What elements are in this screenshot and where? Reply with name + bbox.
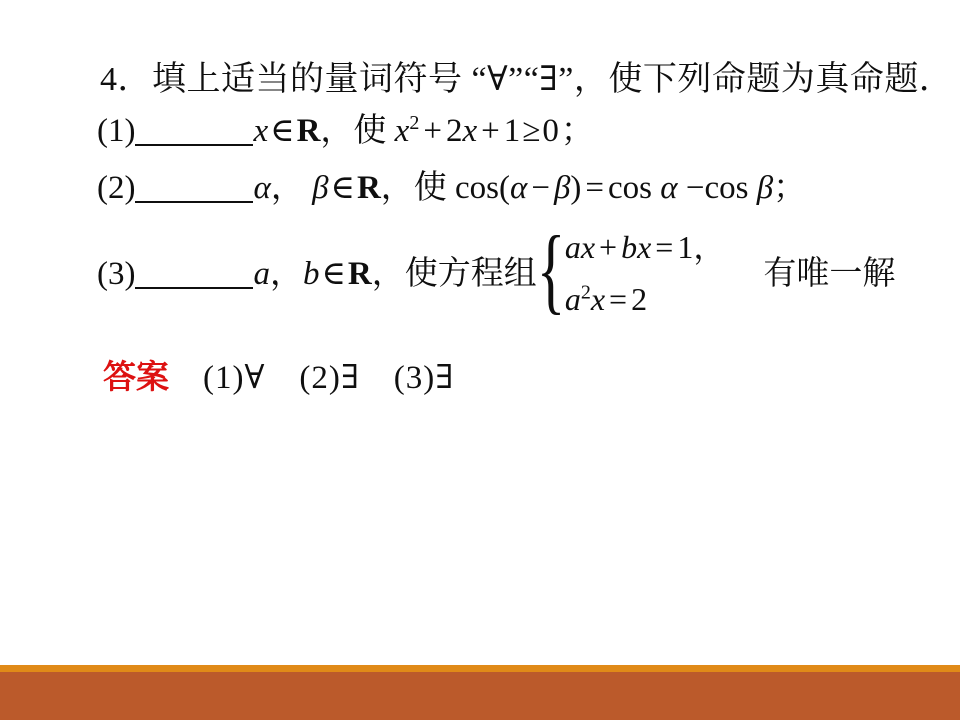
q2-answer-blank — [135, 171, 253, 203]
equals-operator: = — [609, 281, 628, 317]
q2-mid-text: ，使 cos( — [380, 170, 511, 206]
q2-label: (2) — [97, 170, 136, 206]
eq2-rhs: 2 — [631, 281, 648, 317]
plus-operator: + — [599, 229, 618, 265]
q2-alpha-2: α — [510, 170, 528, 206]
answer-line — [103, 351, 454, 398]
eq1-term-1: ax — [564, 229, 596, 265]
q2-beta: β — [312, 170, 329, 206]
equation-2 — [565, 281, 726, 318]
eq2-base: a — [564, 281, 581, 317]
q3-var-b: b — [302, 255, 320, 292]
reals-set-symbol: R — [356, 170, 381, 206]
eq1-rhs: 1， — [677, 229, 726, 265]
reals-set-symbol: R — [347, 255, 372, 292]
answer-2: (2)∃ — [299, 360, 360, 396]
question-2 — [97, 161, 806, 208]
q2-end-punct: ； — [773, 170, 807, 206]
equals-operator: = — [655, 229, 674, 265]
q1-coefficient: 2 — [445, 113, 463, 149]
element-of-symbol: ∈ — [330, 170, 355, 206]
q2-close-paren: ) — [570, 170, 582, 206]
reals-set-symbol: R — [296, 113, 321, 149]
q2-alpha-3: α — [660, 170, 678, 206]
q1-mid-text: ，使 — [320, 113, 395, 149]
q1-exponent: 2 — [409, 112, 420, 134]
question-3 — [97, 216, 896, 323]
equation-stack — [565, 222, 726, 318]
footer-stripe-gold — [0, 665, 960, 672]
plus-operator: + — [481, 113, 500, 149]
footer-stripe-brown — [0, 672, 960, 720]
q3-comma: ， — [269, 255, 303, 292]
eq2-variable: x — [590, 281, 606, 317]
eq1-term-2: bx — [621, 229, 652, 265]
q2-minus-cos-text: −cos — [677, 170, 757, 206]
q2-alpha: α — [253, 170, 271, 206]
q2-beta-3: β — [756, 170, 774, 206]
answer-1: (1)∀ — [203, 360, 266, 396]
question-1 — [97, 104, 596, 151]
plus-operator: + — [423, 113, 442, 149]
q3-lead — [97, 247, 537, 294]
q1-label: (1) — [97, 113, 136, 149]
equation-1 — [565, 222, 726, 268]
q1-variable-2: x — [462, 113, 478, 149]
q3-label: (3) — [97, 255, 136, 292]
equals-operator: = — [585, 170, 605, 206]
eq2-exponent: 2 — [580, 281, 591, 304]
minus-operator: − — [531, 170, 550, 206]
q3-var-a: a — [253, 255, 270, 292]
q3-suffix-text: 有唯一解 — [763, 255, 896, 292]
q2-beta-2: β — [553, 170, 571, 206]
q3-answer-blank — [135, 257, 253, 289]
q1-expr-base: x — [394, 113, 410, 149]
q3-mid-text: ，使方程组 — [371, 255, 537, 292]
q1-variable: x — [253, 113, 269, 149]
problem-title: 4．填上适当的量词符号 “∀”“∃”，使下列命题为真命题． — [100, 61, 954, 98]
q1-answer-blank — [135, 114, 253, 146]
answer-label: 答案 — [103, 358, 169, 395]
element-of-symbol: ∈ — [270, 113, 295, 149]
answer-3: (3)∃ — [393, 360, 455, 396]
q2-cos-text: cos — [608, 170, 661, 206]
q2-comma: ， — [270, 170, 313, 206]
left-brace-symbol: { — [536, 216, 566, 323]
element-of-symbol: ∈ — [321, 255, 346, 292]
q1-tail-text: 1≥0； — [503, 113, 596, 149]
equation-system — [536, 216, 726, 323]
